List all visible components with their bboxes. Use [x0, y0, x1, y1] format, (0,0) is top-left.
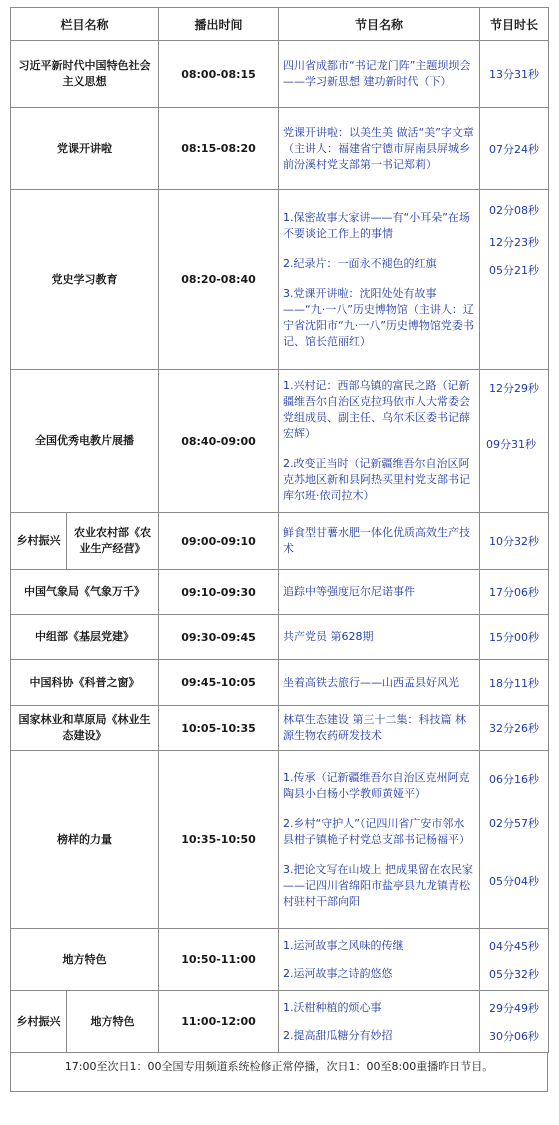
- air-time: 11:00-12:00: [159, 991, 279, 1053]
- table-row: [11, 706, 549, 751]
- table-row: [11, 751, 549, 929]
- column-name: 党课开讲啦: [11, 108, 159, 190]
- air-time: 09:30-09:45: [159, 615, 279, 660]
- duration: [480, 929, 549, 991]
- duration-item: 17分06秒: [489, 586, 540, 599]
- table-row: [11, 190, 549, 370]
- header-row: [11, 8, 549, 41]
- program-item[interactable]: 2.提高甜瓜糖分有妙招: [283, 1028, 393, 1042]
- table-row: [11, 929, 549, 991]
- air-time: 10:05-10:35: [159, 706, 279, 751]
- air-time: 10:50-11:00: [159, 929, 279, 991]
- air-time: 08:20-08:40: [159, 190, 279, 370]
- program-name: [279, 615, 480, 660]
- program-name: [279, 41, 480, 108]
- air-time: 08:40-09:00: [159, 370, 279, 513]
- air-time: 08:00-08:15: [159, 41, 279, 108]
- program-name: [279, 190, 480, 370]
- table-row: [11, 41, 549, 108]
- duration-item: 06分16秒: [489, 773, 540, 786]
- duration: [480, 513, 549, 570]
- air-time: 09:10-09:30: [159, 570, 279, 615]
- air-time: 09:45-10:05: [159, 660, 279, 706]
- program-item[interactable]: 1.兴村记：西部乌镇的富民之路（记新疆维吾尔自治区克拉玛依市人大常委会党组成员、副主任、乌尔禾区委书记薛宏辉）: [283, 379, 471, 440]
- program-item[interactable]: 林草生态建设 第三十二集：科技篇 林源生物农药研发技术: [283, 713, 467, 742]
- table-row: [11, 570, 549, 615]
- duration: [480, 615, 549, 660]
- duration-item: 09分31秒: [486, 438, 537, 451]
- program-item[interactable]: 四川省成都市“书记龙门阵”主题坝坝会——学习新思想 建功新时代（下）: [283, 59, 471, 88]
- duration: [480, 660, 549, 706]
- program-item[interactable]: 1.沃柑种植的烦心事: [283, 1000, 382, 1014]
- duration: [480, 751, 549, 929]
- program-item[interactable]: 1.传承（记新疆维吾尔自治区克州阿克陶县小白杨小学教师黄娅平）: [283, 770, 470, 800]
- schedule-footer-note: 17:00至次日1：00全国专用频道系统检修正常停播，次日1：00至8:00重播昨日节目。: [10, 1053, 548, 1092]
- column-name: 中组部《基层党建》: [11, 615, 159, 660]
- duration: [480, 108, 549, 190]
- duration: [480, 41, 549, 108]
- table-row: [11, 513, 549, 570]
- program-name: [279, 513, 480, 570]
- header-column-name: 栏目名称: [11, 8, 159, 41]
- program-item[interactable]: 2.运河故事之诗韵悠悠: [283, 966, 393, 980]
- program-name: [279, 929, 480, 991]
- program-item[interactable]: 2.乡村“守护人”（记四川省广安市邻水县柑子镇桅子村党总支部书记杨福平）: [283, 816, 471, 846]
- column-name: 全国优秀电教片展播: [11, 370, 159, 513]
- header-duration: 节目时长: [480, 8, 549, 41]
- program-item[interactable]: 党课开讲啦：以美生美 做活“美”字文章（主讲人：福建省宁德市屏南县屏城乡前汾溪村党支部第一书记郑莉）: [283, 125, 474, 171]
- air-time: 08:15-08:20: [159, 108, 279, 190]
- air-time: 09:00-09:10: [159, 513, 279, 570]
- duration: [480, 190, 549, 370]
- table-row: [11, 991, 549, 1053]
- duration-item: 29分49秒: [489, 1001, 540, 1015]
- column-name: 中国科协《科普之窗》: [11, 660, 159, 706]
- column-name: 中国气象局《气象万千》: [11, 570, 159, 615]
- air-time: 10:35-10:50: [159, 751, 279, 929]
- duration: [480, 370, 549, 513]
- column-name: 乡村振兴: [11, 991, 67, 1053]
- table-row: [11, 660, 549, 706]
- header-program-name: 节目名称: [279, 8, 480, 41]
- table-row: [11, 615, 549, 660]
- duration-item: 13分31秒: [489, 68, 540, 81]
- program-name: [279, 108, 480, 190]
- table-row: [11, 108, 549, 190]
- duration-item: 18分11秒: [489, 676, 540, 690]
- program-name: [279, 660, 480, 706]
- column-name: 乡村振兴: [11, 513, 67, 570]
- duration-item: 07分24秒: [489, 142, 540, 156]
- duration-item: 02分08秒: [489, 204, 540, 217]
- duration-item: 02分57秒: [489, 817, 540, 830]
- program-item[interactable]: 共产党员 第628期: [283, 630, 374, 643]
- column-name: 地方特色: [11, 929, 159, 991]
- duration-item: 12分23秒: [489, 236, 540, 249]
- program-item[interactable]: 1.保密故事大家讲——有“小耳朵”在场不要谈论工作上的事情: [283, 210, 470, 240]
- program-name: [279, 570, 480, 615]
- duration-item: 05分32秒: [489, 967, 540, 981]
- program-item[interactable]: 2.纪录片：一面永不褪色的红旗: [283, 256, 437, 270]
- program-item[interactable]: 追踪中等强度厄尔尼诺事件: [283, 585, 416, 598]
- table-row: [11, 370, 549, 513]
- program-item[interactable]: 3.党课开讲啦：沈阳处处有故事——“九·一八”历史博物馆（主讲人：辽宁省沈阳市“九·一八”历史博物馆党委书记、馆长范丽红）: [283, 286, 474, 348]
- duration-item: 32分26秒: [489, 722, 540, 735]
- duration-item: 05分21秒: [489, 264, 540, 277]
- program-item[interactable]: 坐着高铁去旅行——山西孟县好风光: [283, 675, 460, 689]
- program-name: [279, 370, 480, 513]
- duration: [480, 706, 549, 751]
- duration-item: 04分45秒: [489, 939, 540, 953]
- column-name: 习近平新时代中国特色社会主义思想: [11, 41, 159, 108]
- duration-item: 15分00秒: [489, 631, 540, 644]
- duration: [480, 991, 549, 1053]
- column-subname: 农业农村部《农业生产经营》: [67, 513, 159, 570]
- program-name: [279, 706, 480, 751]
- duration: [480, 570, 549, 615]
- column-name: 榜样的力量: [11, 751, 159, 929]
- header-air-time: 播出时间: [159, 8, 279, 41]
- program-item[interactable]: 1.运河故事之风味的传继: [283, 938, 404, 952]
- schedule-container: [10, 7, 548, 1092]
- program-item[interactable]: 3.把论文写在山坡上 把成果留在农民家——记四川省绵阳市盐亭县九龙镇青松村驻村干部向阳: [283, 862, 474, 908]
- program-item[interactable]: 鲜食型甘薯水肥一体化优质高效生产技术: [283, 526, 471, 555]
- program-name: [279, 751, 480, 929]
- duration-item: 30分06秒: [489, 1029, 540, 1043]
- column-subname: 地方特色: [67, 991, 159, 1053]
- column-name: 国家林业和草原局《林业生态建设》: [11, 706, 159, 751]
- duration-item: 05分04秒: [489, 875, 540, 888]
- schedule-table: [10, 7, 549, 1053]
- duration-item: 12分29秒: [489, 382, 540, 395]
- program-item[interactable]: 2.改变正当时（记新疆维吾尔自治区阿克苏地区新和县阿热买里村党支部书记库尔班·依司拉木）: [283, 457, 471, 502]
- program-name: [279, 991, 480, 1053]
- column-name: 党史学习教育: [11, 190, 159, 370]
- duration-item: 10分32秒: [489, 535, 540, 548]
